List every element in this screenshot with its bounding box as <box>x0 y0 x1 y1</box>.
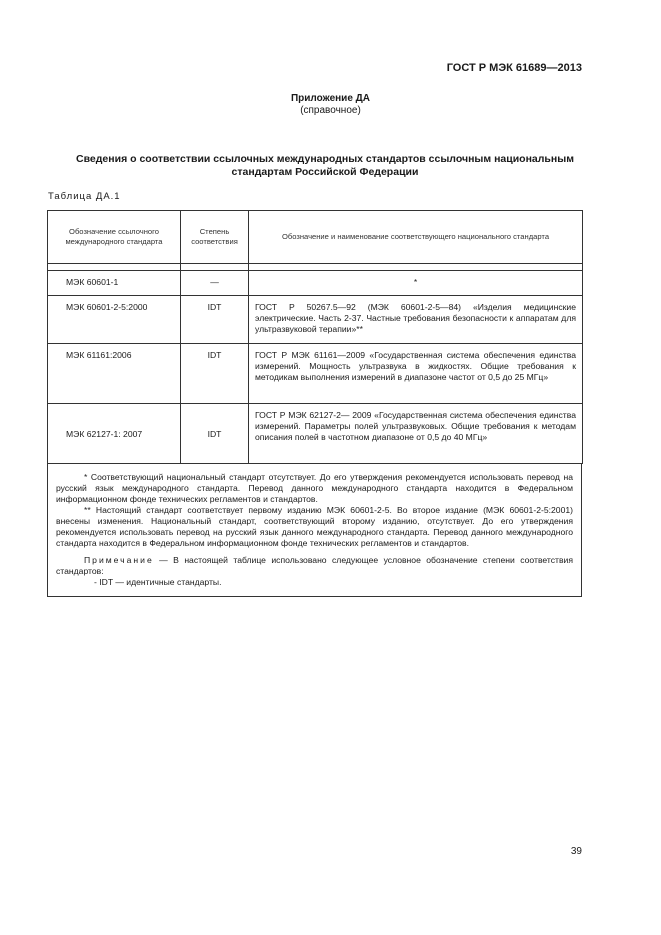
note-item: - IDT — идентичные стандарты. <box>94 577 222 587</box>
footnote-2: ** Настоящий стандарт соответствует первому изданию МЭК 60601-2-5. Во второе издание (МЭК 60601-2-5:2001) внесены изменения. Национальный стандарт, соответствующий второму изданию, отсутствует. До его утверждения рекомендуется использовать перевод на русский язык данного международного стандарта. Перевод данного международного стандарта находится в Федеральном информационном фонде технических регламентов и стандартов. <box>56 505 573 548</box>
standards-table-wrapper <box>47 210 582 597</box>
note-text: — В настоящей таблице использовано следующее условное обозначение степени соответствия стандартов: <box>56 555 573 576</box>
table-spacer-row <box>48 264 583 271</box>
cell-national: * <box>249 271 583 296</box>
table-row <box>48 344 583 404</box>
header-ref-standard: Обозначение ссылочного международного стандарта <box>48 211 181 264</box>
cell-degree: IDT <box>181 296 249 344</box>
table-note <box>56 555 573 577</box>
cell-national: ГОСТ Р МЭК 61161—2009 «Государственная система обеспечения единства измерений. Мощность ультразвука в жидкостях. Общие требования к методикам выполнения измерений в диапазоне частот от 0,5 до 25 МГц» <box>249 344 583 404</box>
cell-ref: МЭК 60601-2-5:2000 <box>48 296 181 344</box>
footnote-1: * Соответствующий национальный стандарт отсутствует. До его утверждения рекомендуется использовать перевод на русский язык международного стандарта. Перевод данного международного стандарта находится в Федеральном информационном фонде технических регламентов и стандартов. <box>56 472 573 504</box>
table-header-row <box>48 211 583 264</box>
note-label: Примечание <box>84 555 154 565</box>
table-row <box>48 271 583 296</box>
cell-degree: — <box>181 271 249 296</box>
header-degree: Степень соответствия <box>181 211 249 264</box>
table-footnotes <box>47 464 582 597</box>
cell-national: ГОСТ Р МЭК 62127-2— 2009 «Государственная система обеспечения единства измерений. Параметры полей ультразвуковых. Общие требования к методам описания полей в частотном диапазоне от 0,5 до 40 МГц» <box>249 404 583 464</box>
page-number: 39 <box>570 846 582 857</box>
table-row <box>48 404 583 464</box>
appendix-subtitle: (справочное) <box>300 105 361 116</box>
cell-ref: МЭК 62127-1: 2007 <box>48 404 181 464</box>
cell-degree: IDT <box>181 404 249 464</box>
cell-degree: IDT <box>181 344 249 404</box>
appendix-heading <box>0 93 661 117</box>
standards-table <box>47 210 583 464</box>
cell-ref: МЭК 61161:2006 <box>48 344 181 404</box>
document-standard-header: ГОСТ Р МЭК 61689—2013 <box>446 62 582 74</box>
table-row <box>48 296 583 344</box>
appendix-title: Приложение ДА <box>290 93 371 104</box>
table-caption: Таблица ДА.1 <box>48 191 121 202</box>
cell-national: ГОСТ Р 50267.5—92 (МЭК 60601-2-5—84) «Изделия медицинские электрические. Часть 2-37. Частные требования безопасности к аппаратам для ультразвуковой терапии»** <box>249 296 583 344</box>
header-national-standard: Обозначение и наименование соответствующего национального стандарта <box>249 211 583 264</box>
section-title: Сведения о соответствии ссылочных международных стандартов ссылочным национальным стандартам Российской Федерации <box>76 153 574 178</box>
cell-ref: МЭК 60601-1 <box>48 271 181 296</box>
